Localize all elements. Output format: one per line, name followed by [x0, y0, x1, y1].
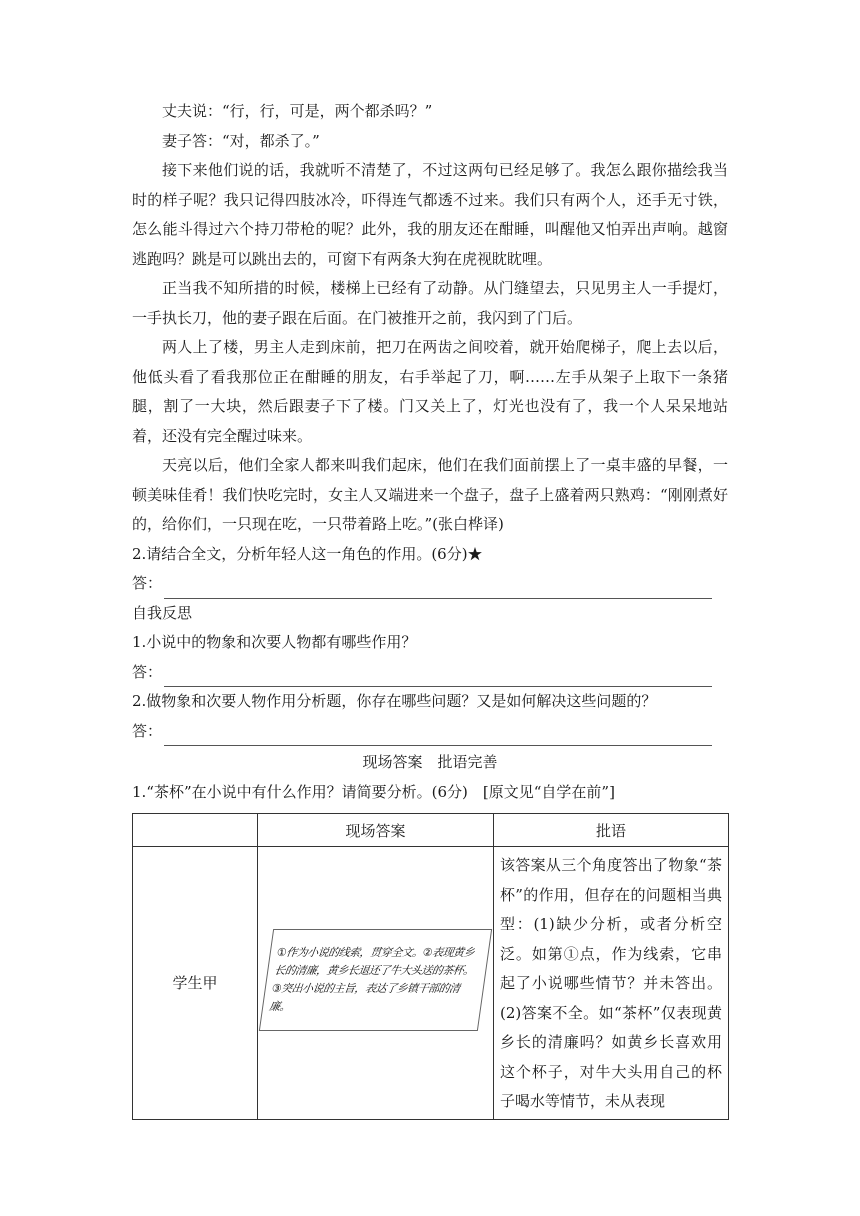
- reflection-heading: 自我反思: [132, 603, 193, 622]
- table-header: [133, 814, 258, 847]
- question-1: 1.“茶杯”在小说中有什么作用？请简要分析。(6分) [原文见“自学在前”]: [132, 782, 615, 801]
- answer-line[interactable]: [132, 569, 728, 599]
- table-header: 现场答案: [258, 814, 494, 847]
- table-header-row: [133, 814, 729, 847]
- story-paragraph: 妻子答：“对，都杀了。”: [162, 131, 320, 150]
- answer-table: [132, 813, 729, 1120]
- answer-rule: [164, 578, 712, 599]
- document-page: [132, 97, 728, 1120]
- story-paragraph: 天亮以后，他们全家人都来叫我们起床，他们在我们面前摆上了一桌丰盛的早餐，一顿美味佳肴！我们快吃完时，女主人又端进来一个盘子，盘子上盛着两只熟鸡：“刚刚煮好的，给你们，一只现在吃，一只带着路上吃。”(张白桦译): [132, 456, 728, 533]
- question-2: 2.请结合全文，分析年轻人这一角色的作用。(6分)★: [132, 544, 483, 563]
- story-paragraph: 丈夫说：“行，行，可是，两个都杀吗？”: [162, 102, 433, 120]
- story-paragraph: 两人上了楼，男主人走到床前，把刀在两齿之间咬着，就开始爬梯子，爬上去以后，他低头看了看我那位正在酣睡的朋友，右手举起了刀，啊……左手从架子上取下一条猪腿，割了一大块，然后跟妻子下了楼。门又关上了，灯光也没有了，我一个人呆呆地站着，还没有完全醒过味来。: [132, 338, 728, 445]
- handwritten-answer-cell: [258, 847, 494, 1120]
- answer-label: 答：: [132, 574, 163, 592]
- answer-label: 答：: [132, 662, 163, 681]
- reflection-question-1: 1.小说中的物象和次要人物都有哪些作用？: [132, 633, 417, 651]
- answer-rule: [164, 666, 712, 687]
- reflection-question-2: 2.做物象和次要人物作用分析题，你存在哪些问题？又是如何解决这些问题的？: [132, 692, 657, 710]
- answer-label: 答：: [132, 721, 163, 740]
- story-paragraph: 正当我不知所措的时候，楼梯上已经有了动静。从门缝望去，只见男主人一手提灯，一手执长刀，他的妻子跟在后面。在门被推开之前，我闪到了门后。: [132, 279, 728, 327]
- comment-cell: 该答案从三个角度答出了物象“茶杯”的作用，但存在的问题相当典型：(1)缺少分析，或者分析空泛。如第①点，作为线索，它串起了小说哪些情节？并未答出。(2)答案不全。如“茶杯”仅表现黄乡长的清廉吗？如黄乡长喜欢用这个杯子，对牛大头用自己的杯子喝水等情节，未从表现: [494, 847, 729, 1120]
- table-row: [133, 847, 729, 1120]
- answer-line[interactable]: [132, 717, 728, 747]
- answer-rule: [164, 725, 712, 746]
- section-title: 现场答案 批语完善: [362, 753, 498, 771]
- answer-line[interactable]: [132, 658, 728, 688]
- handwritten-answer: ①作为小说的线索，贯穿全文。②表现黄乡长的清廉，黄乡长退还了牛大头送的茶杯。③突出小说的主旨，表达了乡镇干部的清廉。: [259, 929, 492, 1031]
- story-paragraph: 接下来他们说的话，我就听不清楚了，不过这两句已经足够了。我怎么跟你描绘我当时的样子呢？我只记得四肢冰冷，吓得连气都透不过来。我们只有两个人，还手无寸铁，怎么能斗得过六个持刀带枪的呢？此外，我的朋友还在酣睡，叫醒他又怕弄出声响。越窗逃跑吗？跳是可以跳出去的，可窗下有两条大狗在虎视眈眈哩。: [132, 161, 728, 268]
- student-label: 学生甲: [133, 847, 258, 1120]
- table-header: 批语: [494, 814, 729, 847]
